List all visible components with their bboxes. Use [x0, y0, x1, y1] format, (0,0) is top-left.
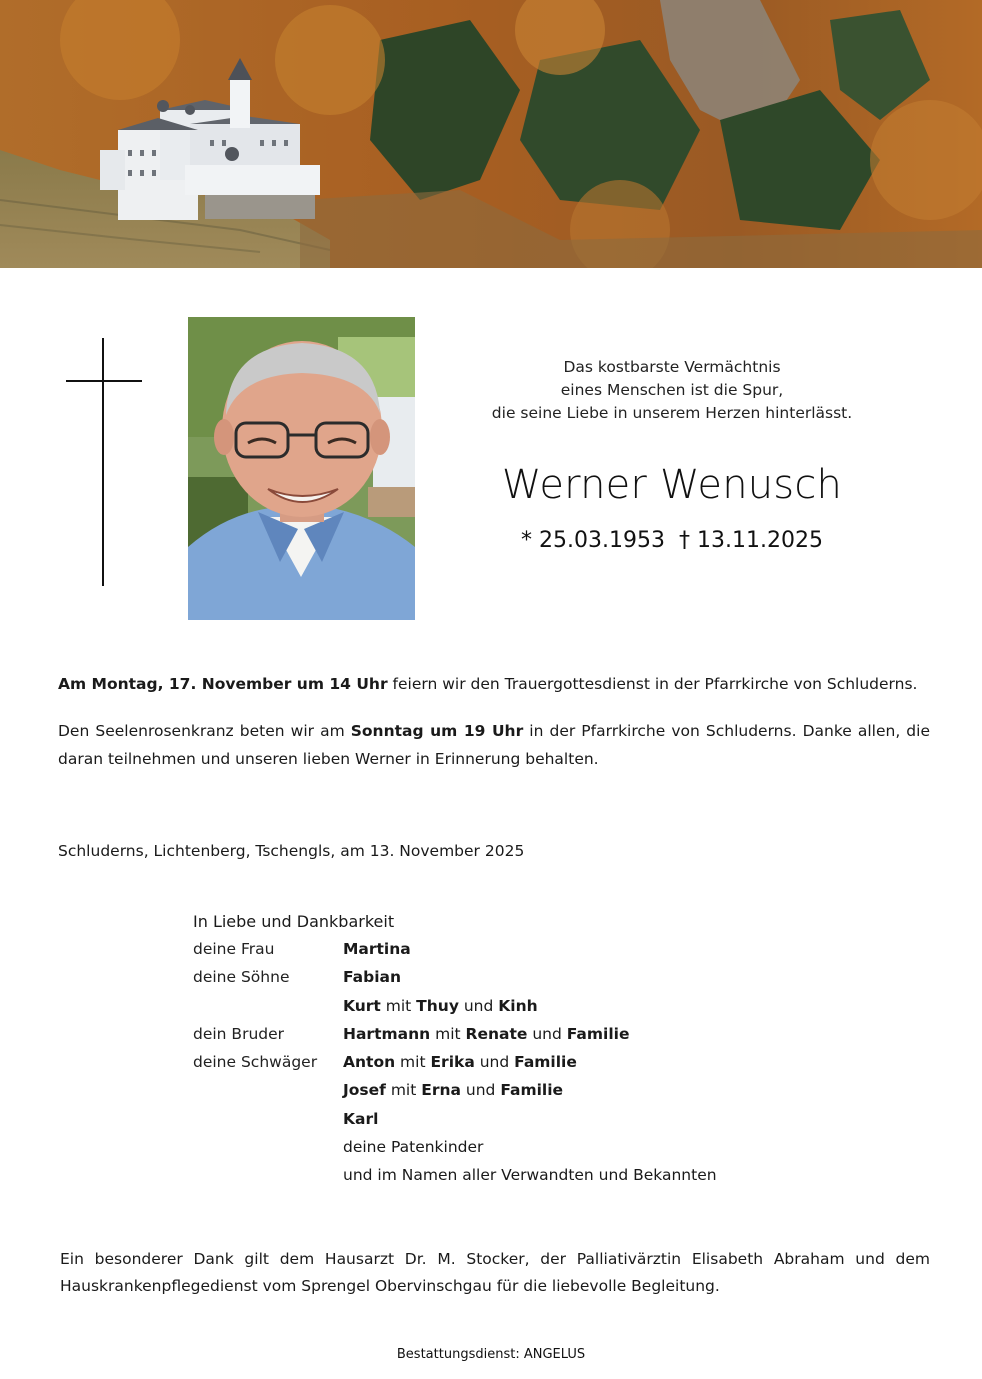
mourner-name: Familie	[500, 1081, 564, 1100]
mourner-names	[343, 1020, 629, 1048]
mourner-row	[193, 1161, 893, 1189]
mourner-connector: und	[460, 1081, 501, 1100]
mourner-name: Renate	[465, 1024, 528, 1043]
portrait-photo	[188, 317, 415, 620]
rosary-text	[58, 717, 930, 773]
funeral-date-time: Am Montag, 17. November um 14 Uhr	[58, 675, 388, 693]
mourners-list	[193, 912, 893, 1190]
life-dates	[430, 528, 914, 553]
mourner-row	[193, 1020, 893, 1048]
mourner-names	[343, 1076, 563, 1104]
mourner-name: Familie	[566, 1024, 630, 1043]
mourner-name: Josef	[343, 1081, 386, 1100]
mourner-names	[343, 1105, 378, 1133]
death-date: † 13.11.2025	[679, 528, 823, 553]
mourner-names	[343, 1133, 483, 1161]
mourner-row	[193, 935, 893, 963]
quote-line: die seine Liebe in unserem Herzen hinterlässt.	[491, 404, 853, 422]
mourner-row	[193, 1133, 893, 1161]
mourner-connector: mit	[380, 996, 417, 1015]
mourner-row	[193, 992, 893, 1020]
funeral-service-text	[58, 670, 930, 698]
mourner-relation	[193, 992, 343, 1020]
mourner-name: Kinh	[498, 996, 538, 1015]
funeral-details: feiern wir den Trauergottesdienst in der Pfarrkirche von Schluderns.	[387, 675, 918, 693]
mourner-connector: mit	[430, 1024, 466, 1043]
mourner-name: Erika	[430, 1053, 475, 1072]
mourner-names	[343, 963, 401, 991]
funeral-service-footer: Bestattungsdienst: ANGELUS	[396, 1347, 586, 1362]
mourners-intro: In Liebe und Dankbarkeit	[193, 912, 395, 931]
deceased-name: Werner Wenusch	[501, 462, 843, 508]
thanks-text: Ein besonderer Dank gilt dem Hausarzt Dr. M. Stocker, der Palliativärztin Elisabeth Abraham und dem Hauskrankenpflegedienst vom Sprengel Obervinschgau für die liebevolle Begleitung.	[60, 1250, 930, 1295]
mourner-connector: deine Patenkinder	[343, 1138, 484, 1157]
mourner-row	[193, 963, 893, 991]
mourner-relation	[193, 1105, 343, 1133]
mourner-name: Erna	[421, 1081, 461, 1100]
mourner-relation	[193, 1076, 343, 1104]
mourner-relation: deine Schwäger	[193, 1053, 318, 1072]
mourner-connector: und	[527, 1024, 567, 1043]
mourner-row	[193, 1105, 893, 1133]
quote-line: eines Menschen ist die Spur,	[560, 381, 784, 399]
mourner-connector: mit	[385, 1081, 422, 1100]
mourner-name: Familie	[514, 1053, 577, 1072]
mourner-relation	[193, 1161, 343, 1189]
mourner-name: Kurt	[343, 996, 381, 1015]
memorial-quote	[430, 356, 914, 425]
banner-landscape-image	[0, 0, 982, 268]
mourner-row	[193, 1048, 893, 1076]
mourner-name: Anton	[343, 1053, 396, 1072]
mourner-row	[193, 1076, 893, 1104]
mourner-name: Hartmann	[343, 1024, 431, 1043]
mourner-names	[343, 1048, 577, 1076]
mourner-connector: und im Namen aller Verwandten und Bekannten	[343, 1166, 717, 1185]
mourner-connector: und	[474, 1053, 515, 1072]
mourner-names	[343, 992, 538, 1020]
mourner-name: Martina	[343, 940, 411, 958]
quote-line: Das kostbarste Vermächtnis	[563, 358, 781, 376]
place-and-date: Schluderns, Lichtenberg, Tschengls, am 13. November 2025	[58, 842, 525, 860]
mourner-names	[343, 935, 411, 963]
mourner-relation: deine Söhne	[193, 968, 290, 987]
mourner-relation	[193, 1133, 343, 1161]
mourner-name: Thuy	[416, 996, 459, 1015]
mourner-relation: deine Frau	[193, 940, 275, 958]
mourner-connector: und	[458, 996, 499, 1015]
mourner-names	[343, 1161, 717, 1189]
cross-icon	[66, 338, 142, 586]
mourner-relation: dein Bruder	[193, 1024, 285, 1043]
mourner-name: Karl	[343, 1109, 379, 1128]
rosary-intro: Den Seelenrosenkranz beten wir am	[58, 722, 351, 740]
mourner-connector: mit	[395, 1053, 431, 1072]
mourner-name: Fabian	[343, 968, 402, 987]
birth-date: * 25.03.1953	[521, 528, 665, 553]
rosary-date-time: Sonntag um 19 Uhr	[350, 722, 524, 740]
rosary-details: in der Pfarrkirche von Schluderns. Danke allen, die daran teilnehmen und unseren lieben Werner in Erinnerung behalten.	[58, 722, 930, 768]
